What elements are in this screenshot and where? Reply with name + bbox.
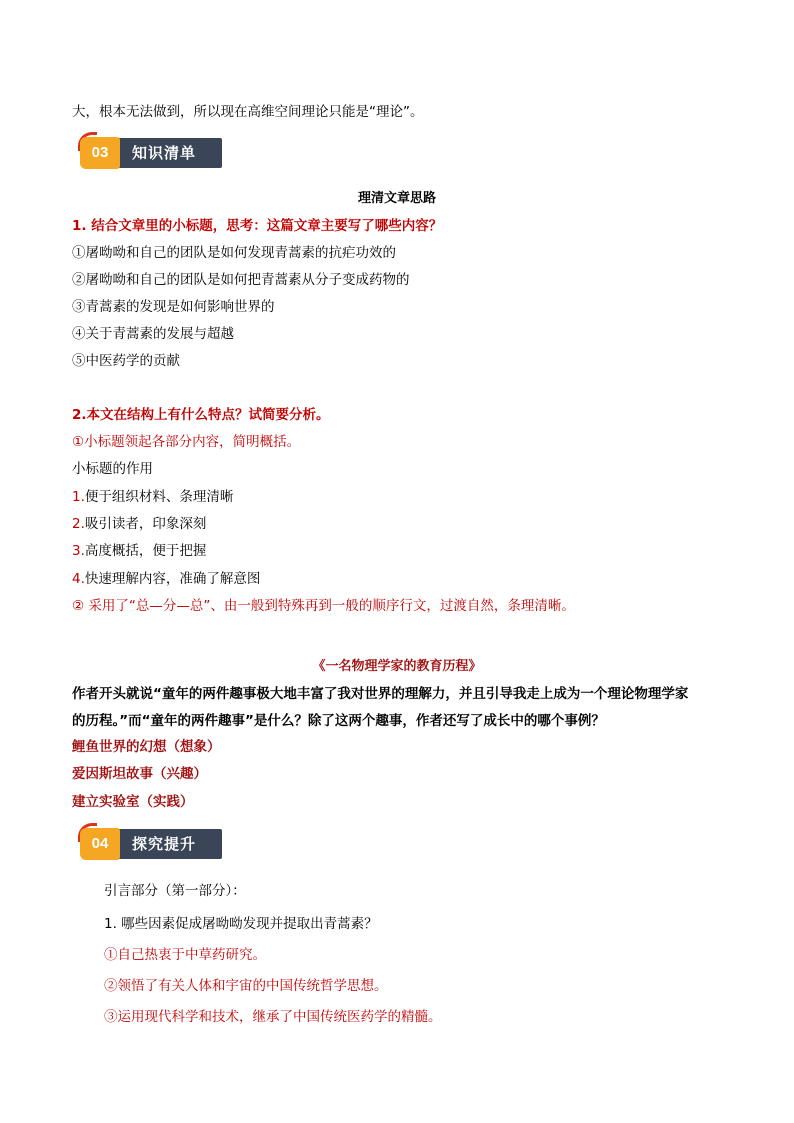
answer-line: ③运用现代科学和技术，继承了中国传统医药学的精髓。 <box>104 1009 442 1025</box>
list-item: ①屠呦呦和自己的团队是如何发现青蒿素的抗疟功效的 <box>72 245 396 261</box>
list-item: ②屠呦呦和自己的团队是如何把青蒿素从分子变成药物的 <box>72 272 410 288</box>
question-2: 2.本文在结构上有什么特点？试简要分析。 <box>72 407 330 423</box>
sub-heading: 小标题的作用 <box>72 461 153 477</box>
answer-line: ①小标题领起各部分内容，简明概括。 <box>72 434 301 450</box>
list-item: ④关于青蒿素的发展与超越 <box>72 326 234 342</box>
section-title: 知识清单 <box>132 144 197 162</box>
answer-line: 鲤鱼世界的幻想（想象） <box>72 739 221 755</box>
list-number: 1. <box>72 489 85 505</box>
answer-line: ②领悟了有关人体和宇宙的中国传统哲学思想。 <box>104 978 388 994</box>
list-text: 快速理解内容，准确了解意图 <box>84 571 261 587</box>
list-item <box>72 487 233 507</box>
section-title: 探究提升 <box>132 835 197 853</box>
list-item: ③青蒿素的发现是如何影响世界的 <box>72 299 275 315</box>
article-question: 的历程。”而“童年的两件趣事”是什么？除了这两个趣事，作者还写了成长中的哪个事例？ <box>72 713 605 729</box>
answer-line: 建立实验室（实践） <box>72 794 194 810</box>
question-1: 1. 哪些因素促成屠呦呦发现并提取出青蒿素？ <box>104 916 378 932</box>
list-text: 吸引读者，印象深刻 <box>84 516 207 532</box>
section-03-header <box>80 137 222 169</box>
list-item: ⑤中医药学的贡献 <box>72 353 180 369</box>
answer-line: 爱因斯坦故事（兴趣） <box>72 766 207 782</box>
list-item <box>72 541 206 561</box>
section-number: 04 <box>80 828 120 860</box>
list-text: 便于组织材料、条理清晰 <box>84 489 234 505</box>
list-text: 高度概括，便于把握 <box>84 543 207 559</box>
list-number: 3. <box>72 543 85 559</box>
section-04-header <box>80 828 222 860</box>
article-question: 作者开头就说“童年的两件趣事极大地丰富了我对世界的理解力，并且引导我走上成为一个理论物理学家 <box>72 686 689 702</box>
list-item <box>72 514 206 534</box>
list-number: 4. <box>72 571 85 587</box>
answer-line: ①自己热衷于中草药研究。 <box>104 947 266 963</box>
article-title: 《一名物理学家的教育历程》 <box>312 659 482 674</box>
intro-line: 大，根本无法做到，所以现在高维空间理论只能是“理论”。 <box>72 104 424 120</box>
list-item <box>72 569 260 589</box>
list-number: 2. <box>72 516 85 532</box>
section-subtitle: 理清文章思路 <box>357 191 436 206</box>
answer-line: ② 采用了“总—分—总”、由一般到特殊再到一般的顺序行文，过渡自然，条理清晰。 <box>72 598 575 614</box>
section-number: 03 <box>80 137 120 169</box>
part-label: 引言部分（第一部分）： <box>104 883 246 899</box>
question-1: 1. 结合文章里的小标题，思考：这篇文章主要写了哪些内容？ <box>72 218 443 234</box>
